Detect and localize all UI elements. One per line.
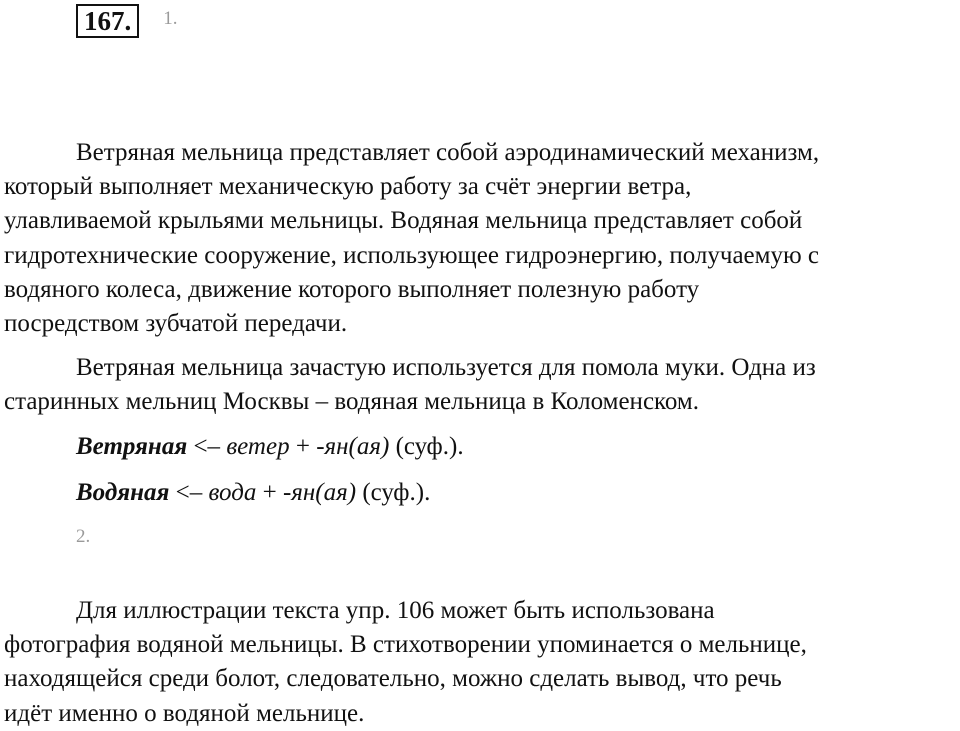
derived-word: Водяная (76, 479, 170, 506)
text-line: старинных мельниц Москвы – водяная мельница в Коломенском. (4, 388, 700, 416)
derivation-suffix: -ян(ая) (282, 479, 357, 506)
text-line: посредством зубчатой передачи. (4, 310, 348, 338)
text-line: идёт именно о водяной мельнице. (4, 699, 365, 727)
paragraph-1 (4, 136, 948, 341)
derivation-suffix: -ян(ая) (316, 433, 390, 460)
derived-word: Ветряная (76, 433, 188, 460)
part-2-label: 2. (76, 526, 91, 547)
derivation-vetryanaya (76, 430, 464, 464)
text-line: Ветряная мельница зачастую используется для помола муки. Одна из (76, 354, 816, 381)
paragraph-3 (4, 594, 948, 731)
exercise-number-box: 167. (76, 4, 139, 38)
derivation-root: вода (208, 479, 257, 506)
derivation-plus: + (289, 433, 317, 460)
paragraph-2 (4, 351, 948, 419)
derivation-root: ветер (226, 433, 290, 460)
text-line: водяного колеса, движение которого выполняет полезную работу (4, 275, 700, 303)
exercise-header (76, 4, 178, 38)
part-1-label: 1. (163, 8, 178, 29)
text-line: Для иллюстрации текста упр. 106 может быть использована (76, 597, 715, 624)
derivation-plus: + (256, 479, 283, 506)
text-line: фотография водяной мельницы. В стихотворении упоминается о мельнице, (4, 631, 807, 659)
derivation-note: (суф.). (356, 479, 431, 506)
text-line: находящейся среди болот, следовательно, можно сделать вывод, что речь (4, 665, 782, 693)
text-line: который выполняет механическую работу за счёт энергии ветра, (4, 173, 692, 201)
derivation-arrow: <– (187, 433, 227, 460)
derivation-arrow: <– (169, 479, 209, 506)
text-line: гидротехнические сооружение, использующее гидроэнергию, получаемую с (4, 241, 819, 269)
text-line: улавливаемой крыльями мельницы. Водяная мельница представляет собой (4, 207, 803, 235)
text-line: Ветряная мельница представляет собой аэродинамический механизм, (76, 139, 820, 166)
derivation-note: (суф.). (389, 433, 464, 460)
derivation-vodyanaya (76, 476, 430, 510)
